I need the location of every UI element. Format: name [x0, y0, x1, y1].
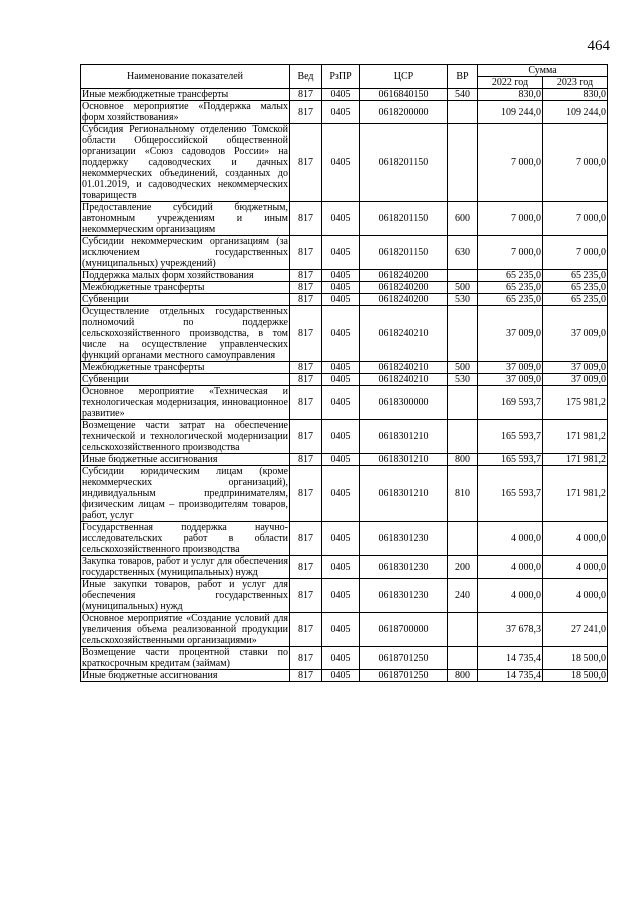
table-row [81, 89, 608, 101]
row-vr: 540 [448, 89, 478, 101]
row-sum-2023: 37 009,0 [543, 362, 608, 374]
row-sum-2022: 65 235,0 [478, 282, 543, 294]
row-rzpr: 0405 [322, 124, 360, 202]
row-sum-2023: 37 009,0 [543, 374, 608, 386]
row-name: Осуществление отдельных государственных полномочий по поддержке сельскохозяйственного производства, в том числе на осуществление управленческих функций органами местного самоуправления [82, 306, 288, 361]
row-sum-2023: 171 981,2 [543, 466, 608, 522]
row-name: Иные закупки товаров, работ и услуг для обеспечения государственных (муниципальных) нужд [82, 579, 288, 612]
row-sum-2022: 37 009,0 [478, 362, 543, 374]
row-name: Возмещение части затрат на обеспечение технической и технологической модернизации сельскохозяйственного производства [82, 420, 288, 453]
page-number: 464 [587, 38, 610, 54]
row-ved: 817 [290, 101, 322, 124]
row-ved: 817 [290, 202, 322, 236]
row-name: Субсидии юридическим лицам (кроме некоммерческих организаций), индивидуальным предпринимателям, физическим лицам – производителям товаров, работ, услуг [82, 466, 288, 521]
row-ved: 817 [290, 306, 322, 362]
row-sum-2023: 109 244,0 [543, 101, 608, 124]
row-ved: 817 [290, 670, 322, 682]
row-vr: 240 [448, 579, 478, 613]
row-sum-2022: 14 735,4 [478, 670, 543, 682]
row-rzpr: 0405 [322, 613, 360, 647]
row-ved: 817 [290, 270, 322, 282]
row-sum-2022: 14 735,4 [478, 647, 543, 670]
row-sum-2022: 4 000,0 [478, 522, 543, 556]
table-row [81, 362, 608, 374]
row-sum-2023: 4 000,0 [543, 522, 608, 556]
row-csr: 0616840150 [360, 89, 448, 101]
row-rzpr: 0405 [322, 454, 360, 466]
row-name: Субсидия Региональному отделению Томской области Общероссийской общественной организации «Союз садоводов России» на поддержку садоводческих и дачных некоммерческих объединений, созданных до 01.01.2019, и садоводческих некоммерческих товариществ [82, 124, 288, 201]
header-name: Наименование показателей [81, 65, 290, 89]
row-rzpr: 0405 [322, 89, 360, 101]
table-row [81, 454, 608, 466]
row-sum-2023: 65 235,0 [543, 294, 608, 306]
row-vr [448, 613, 478, 647]
row-ved: 817 [290, 454, 322, 466]
row-name: Основное мероприятие «Создание условий для увеличения объема реализованной продукции сельскохозяйственными организациями» [82, 613, 288, 646]
row-sum-2022: 37 009,0 [478, 306, 543, 362]
row-csr: 0618301210 [360, 454, 448, 466]
row-csr: 0618301230 [360, 522, 448, 556]
row-sum-2022: 37 009,0 [478, 374, 543, 386]
row-vr [448, 270, 478, 282]
row-rzpr: 0405 [322, 386, 360, 420]
row-sum-2023: 171 981,2 [543, 454, 608, 466]
row-csr: 0618301210 [360, 420, 448, 454]
row-rzpr: 0405 [322, 270, 360, 282]
table-row [81, 282, 608, 294]
row-csr: 0618200000 [360, 101, 448, 124]
row-sum-2022: 165 593,7 [478, 420, 543, 454]
row-rzpr: 0405 [322, 306, 360, 362]
row-rzpr: 0405 [322, 202, 360, 236]
table-row [81, 670, 608, 682]
row-name: Предоставление субсидий бюджетным, автономным учреждениям и иным некоммерческим организациям [82, 202, 288, 235]
row-ved: 817 [290, 556, 322, 579]
row-csr: 0618240200 [360, 270, 448, 282]
row-sum-2022: 7 000,0 [478, 124, 543, 202]
row-rzpr: 0405 [322, 101, 360, 124]
header-sum: Сумма [478, 65, 608, 77]
row-sum-2023: 830,0 [543, 89, 608, 101]
table-row [81, 236, 608, 270]
header-csr: ЦСР [360, 65, 448, 89]
row-csr: 0618201150 [360, 124, 448, 202]
row-sum-2022: 830,0 [478, 89, 543, 101]
row-sum-2023: 7 000,0 [543, 124, 608, 202]
row-csr: 0618301230 [360, 556, 448, 579]
row-name: Субвенции [81, 294, 290, 306]
table-row [81, 556, 608, 579]
table-row [81, 613, 608, 647]
row-csr: 0618201150 [360, 236, 448, 270]
row-name: Иные бюджетные ассигнования [81, 454, 290, 466]
row-ved: 817 [290, 89, 322, 101]
table-body [81, 89, 608, 682]
row-sum-2022: 109 244,0 [478, 101, 543, 124]
row-vr [448, 647, 478, 670]
row-name: Иные бюджетные ассигнования [81, 670, 290, 682]
row-sum-2023: 175 981,2 [543, 386, 608, 420]
row-sum-2022: 4 000,0 [478, 556, 543, 579]
row-vr [448, 522, 478, 556]
row-vr [448, 386, 478, 420]
table-row [81, 374, 608, 386]
row-sum-2023: 4 000,0 [543, 579, 608, 613]
row-vr: 600 [448, 202, 478, 236]
row-sum-2022: 165 593,7 [478, 454, 543, 466]
table-row [81, 522, 608, 556]
budget-table [80, 64, 608, 682]
row-vr: 630 [448, 236, 478, 270]
row-sum-2022: 165 593,7 [478, 466, 543, 522]
table-row [81, 466, 608, 522]
row-name: Межбюджетные трансферты [81, 362, 290, 374]
row-name: Возмещение части процентной ставки по краткосрочным кредитам (займам) [82, 647, 288, 669]
row-csr: 0618240210 [360, 362, 448, 374]
row-csr: 0618240210 [360, 306, 448, 362]
row-vr [448, 420, 478, 454]
row-sum-2022: 65 235,0 [478, 294, 543, 306]
row-ved: 817 [290, 579, 322, 613]
row-name: Поддержка малых форм хозяйствования [81, 270, 290, 282]
row-sum-2023: 65 235,0 [543, 270, 608, 282]
row-ved: 817 [290, 466, 322, 522]
row-sum-2022: 7 000,0 [478, 202, 543, 236]
row-ved: 817 [290, 374, 322, 386]
table-row [81, 579, 608, 613]
row-name: Иные межбюджетные трансферты [81, 89, 290, 101]
row-sum-2023: 7 000,0 [543, 236, 608, 270]
row-vr: 500 [448, 362, 478, 374]
row-csr: 0618240210 [360, 374, 448, 386]
row-ved: 817 [290, 294, 322, 306]
row-sum-2022: 37 678,3 [478, 613, 543, 647]
row-name: Субсидии некоммерческим организациям (за исключением государственных (муниципальных) учреждений) [82, 236, 288, 269]
row-ved: 817 [290, 282, 322, 294]
row-vr: 800 [448, 454, 478, 466]
row-vr: 800 [448, 670, 478, 682]
row-vr: 500 [448, 282, 478, 294]
row-csr: 0618700000 [360, 613, 448, 647]
table-row [81, 306, 608, 362]
row-csr: 0618301210 [360, 466, 448, 522]
table-row [81, 647, 608, 670]
row-sum-2022: 65 235,0 [478, 270, 543, 282]
row-name: Закупка товаров, работ и услуг для обеспечения государственных (муниципальных) нужд [82, 556, 288, 578]
row-csr: 0618701250 [360, 647, 448, 670]
row-csr: 0618240200 [360, 294, 448, 306]
row-vr [448, 101, 478, 124]
row-name: Государственная поддержка научно-исследовательских работ в области сельскохозяйственного производства [82, 522, 288, 555]
table-row [81, 124, 608, 202]
row-csr: 0618701250 [360, 670, 448, 682]
row-csr: 0618240200 [360, 282, 448, 294]
row-ved: 817 [290, 647, 322, 670]
table-row [81, 270, 608, 282]
table-row [81, 420, 608, 454]
row-sum-2023: 18 500,0 [543, 647, 608, 670]
header-vr: ВР [448, 65, 478, 89]
row-vr [448, 306, 478, 362]
table-row [81, 386, 608, 420]
row-ved: 817 [290, 124, 322, 202]
header-year-2023: 2023 год [543, 77, 608, 89]
row-sum-2023: 171 981,2 [543, 420, 608, 454]
row-name: Основное мероприятие «Поддержка малых форм хозяйствования» [82, 101, 288, 123]
table-row [81, 294, 608, 306]
row-sum-2023: 7 000,0 [543, 202, 608, 236]
row-rzpr: 0405 [322, 647, 360, 670]
row-rzpr: 0405 [322, 236, 360, 270]
header-year-2022: 2022 год [478, 77, 543, 89]
row-rzpr: 0405 [322, 579, 360, 613]
row-vr: 200 [448, 556, 478, 579]
row-rzpr: 0405 [322, 294, 360, 306]
row-vr: 530 [448, 374, 478, 386]
row-vr: 530 [448, 294, 478, 306]
row-rzpr: 0405 [322, 282, 360, 294]
row-ved: 817 [290, 362, 322, 374]
row-sum-2022: 4 000,0 [478, 579, 543, 613]
row-sum-2023: 4 000,0 [543, 556, 608, 579]
row-ved: 817 [290, 236, 322, 270]
row-sum-2023: 27 241,0 [543, 613, 608, 647]
row-sum-2022: 169 593,7 [478, 386, 543, 420]
row-rzpr: 0405 [322, 362, 360, 374]
table-row [81, 101, 608, 124]
row-sum-2023: 37 009,0 [543, 306, 608, 362]
header-rzpr: РзПР [322, 65, 360, 89]
row-ved: 817 [290, 386, 322, 420]
row-vr: 810 [448, 466, 478, 522]
row-ved: 817 [290, 522, 322, 556]
row-rzpr: 0405 [322, 670, 360, 682]
row-rzpr: 0405 [322, 522, 360, 556]
row-csr: 0618201150 [360, 202, 448, 236]
row-ved: 817 [290, 613, 322, 647]
row-csr: 0618300000 [360, 386, 448, 420]
row-rzpr: 0405 [322, 420, 360, 454]
row-rzpr: 0405 [322, 466, 360, 522]
row-rzpr: 0405 [322, 374, 360, 386]
row-sum-2023: 65 235,0 [543, 282, 608, 294]
row-sum-2023: 18 500,0 [543, 670, 608, 682]
header-ved: Вед [290, 65, 322, 89]
row-sum-2022: 7 000,0 [478, 236, 543, 270]
table-row [81, 202, 608, 236]
row-name: Межбюджетные трансферты [81, 282, 290, 294]
row-name: Основное мероприятие «Техническая и технологическая модернизация, инновационное развитие» [82, 386, 288, 419]
row-name: Субвенции [81, 374, 290, 386]
row-ved: 817 [290, 420, 322, 454]
row-rzpr: 0405 [322, 556, 360, 579]
row-vr [448, 124, 478, 202]
row-csr: 0618301230 [360, 579, 448, 613]
